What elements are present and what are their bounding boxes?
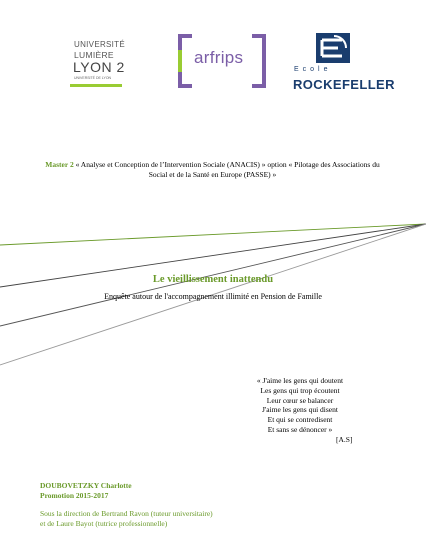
lyon2-logo-line3: LYON 2 [73, 59, 125, 75]
rockefeller-name-text: ROCKEFELLER [293, 77, 395, 92]
supervision-block [40, 509, 213, 529]
arfrips-logo-text: arfrips [194, 48, 244, 67]
author-block [40, 481, 132, 500]
epigraph-poem [240, 376, 360, 435]
poem-line: Les gens qui trop écoutent [260, 385, 340, 395]
supervision-line-1: Sous la direction de Bertrand Ravon (tuteur universitaire) [40, 509, 213, 518]
poem-line: « J'aime les gens qui doutent [256, 376, 344, 385]
thesis-title: Le vieillissement inattendu [152, 274, 274, 285]
lyon2-logo-line4: UNIVERSITÉ DE LYON [74, 76, 112, 80]
rockefeller-ecole-text: Ecole [294, 66, 332, 73]
supervision-line-2: et de Laure Bayot (tutrice professionnelle) [40, 519, 168, 528]
lyon2-logo-line1: UNIVERSITÉ [74, 40, 126, 49]
master-description: « Analyse et Conception de l’Intervention Sociale (ANACIS) » option « Pilotage des Associations du Social et de la Santé en Europe (PASSE) » [73, 160, 380, 179]
ray-green [0, 224, 426, 245]
lyon2-logo-line2: LUMIÈRE [74, 50, 114, 60]
author-name: DOUBOVETZKY Charlotte [40, 481, 132, 490]
master-prefix: Master 2 [45, 160, 74, 169]
poem-line: Et sans se dénoncer » [267, 424, 333, 434]
poem-signature: [A.S] [336, 435, 353, 444]
poem-line: J'aime les gens qui disent [262, 405, 338, 415]
poem-line: Et qui se contredisent [267, 415, 333, 425]
thesis-subtitle: Enquête autour de l'accompagnement illimité en Pension de Famille [104, 292, 322, 301]
poem-line: Leur cœur se balancer [266, 395, 334, 405]
author-promotion: Promotion 2015-2017 [40, 490, 109, 500]
